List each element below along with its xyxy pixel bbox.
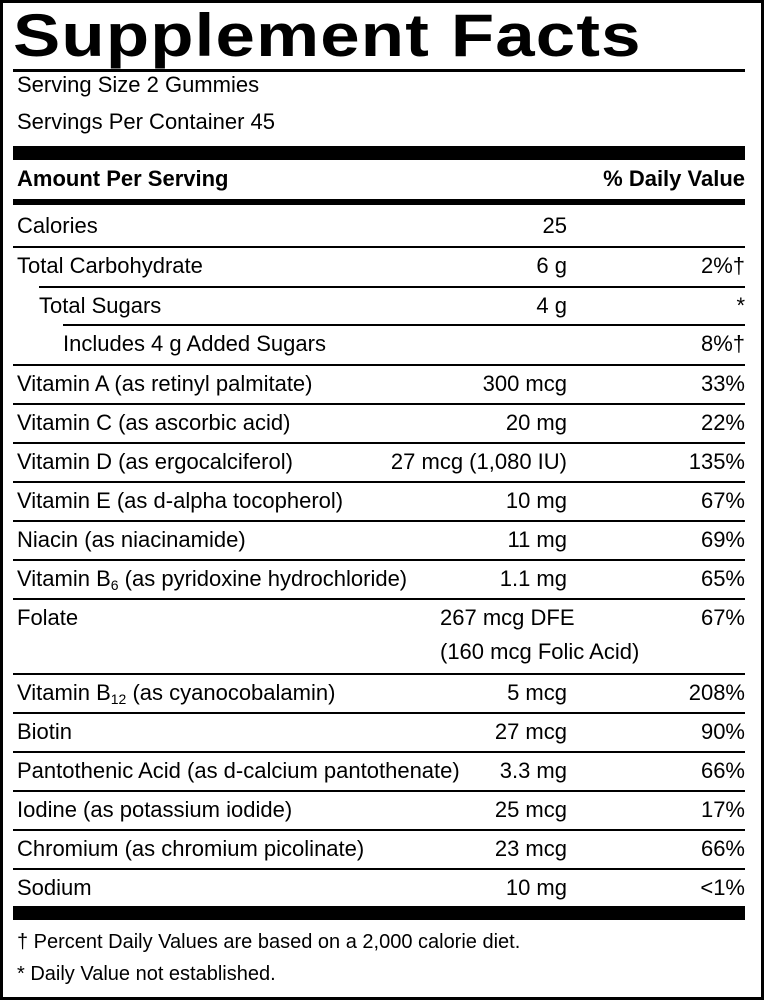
nutrient-daily-value: 208%	[688, 680, 745, 705]
nutrient-name-part: Vitamin B	[17, 680, 111, 705]
nutrient-name: Vitamin D (as ergocalciferol)	[17, 449, 293, 474]
nutrient-name: Includes 4 g Added Sugars	[63, 331, 326, 356]
nutrient-name-part: (as cyanocobalamin)	[126, 680, 336, 705]
nutrient-daily-value: 69%	[700, 527, 745, 552]
nutrient-amount: 6 g	[536, 253, 567, 278]
table-row	[3, 675, 761, 714]
table-row	[3, 326, 761, 366]
nutrient-amount: 20 mg	[505, 410, 567, 435]
nutrient-amount: 27 mcg	[494, 719, 567, 744]
table-row	[3, 483, 761, 522]
nutrient-daily-value: <1%	[700, 875, 745, 900]
nutrient-name: Total Carbohydrate	[17, 253, 203, 278]
nutrient-amount: 11 mg	[507, 527, 567, 552]
table-row	[3, 600, 761, 675]
nutrient-daily-value: 67%	[700, 605, 745, 630]
nutrient-name-part: (as pyridoxine hydrochloride)	[118, 566, 408, 591]
table-row	[3, 753, 761, 792]
nutrient-name: Folate	[17, 605, 79, 630]
nutrient-daily-value: 8%†	[700, 331, 745, 356]
nutrient-name: Sodium	[17, 875, 92, 900]
table-row	[3, 522, 761, 561]
nutrient-daily-value: 65%	[700, 566, 745, 591]
footnote-asterisk: * Daily Value not established.	[17, 963, 276, 985]
nutrient-name: Pantothenic Acid (as d-calcium pantothenate)	[17, 758, 460, 783]
nutrient-amount-detail: (160 mcg Folic Acid)	[440, 639, 640, 664]
nutrient-amount: 10 mg	[505, 875, 567, 900]
table-row	[3, 208, 761, 248]
nutrient-amount: 267 mcg DFE	[440, 605, 575, 630]
table-row	[3, 444, 761, 483]
table-row	[3, 792, 761, 831]
nutrient-daily-value: 22%	[700, 410, 745, 435]
label-title: Supplement Facts	[13, 2, 642, 69]
nutrient-name-part: Vitamin B	[17, 566, 111, 591]
footer-thick-rule	[13, 906, 745, 920]
amount-per-serving-header: Amount Per Serving	[17, 166, 229, 191]
nutrient-amount: 4 g	[536, 293, 567, 318]
nutrient-daily-value: 67%	[700, 488, 745, 513]
nutrient-amount: 23 mcg	[494, 836, 567, 861]
nutrient-name: Calories	[17, 213, 98, 238]
nutrient-name	[17, 678, 335, 714]
nutrient-amount: 5 mcg	[507, 680, 567, 705]
nutrient-daily-value: 66%	[700, 758, 745, 783]
table-row	[3, 248, 761, 288]
nutrient-amount: 1.1 mg	[499, 566, 567, 591]
nutrient-name-subscript: 12	[110, 691, 127, 707]
nutrient-daily-value: 90%	[700, 719, 745, 744]
header-bottom-rule	[13, 199, 745, 205]
table-row	[3, 561, 761, 600]
nutrient-daily-value: 135%	[688, 449, 745, 474]
nutrient-name: Niacin (as niacinamide)	[17, 527, 246, 552]
footnote-dagger: † Percent Daily Values are based on a 2,000 calorie diet.	[17, 931, 521, 953]
table-row	[3, 288, 761, 326]
table-row	[3, 405, 761, 444]
nutrient-name: Iodine (as potassium iodide)	[17, 797, 293, 822]
nutrient-amount: 300 mcg	[482, 371, 567, 396]
table-row	[3, 714, 761, 753]
table-row	[3, 831, 761, 870]
nutrient-amount: 25 mcg	[494, 797, 567, 822]
nutrient-name: Chromium (as chromium picolinate)	[17, 836, 365, 861]
nutrient-amount: 27 mcg (1,080 IU)	[390, 449, 567, 474]
table-row	[3, 366, 761, 405]
nutrient-amount: 25	[542, 213, 567, 238]
serving-size: Serving Size 2 Gummies	[17, 72, 260, 97]
daily-value-header: % Daily Value	[603, 166, 745, 191]
nutrient-name	[17, 564, 407, 600]
nutrient-name: Vitamin A (as retinyl palmitate)	[17, 371, 313, 396]
nutrient-name: Vitamin C (as ascorbic acid)	[17, 410, 291, 435]
table-row	[3, 870, 761, 904]
nutrient-amount: 3.3 mg	[499, 758, 567, 783]
nutrient-daily-value: 66%	[700, 836, 745, 861]
nutrient-name: Biotin	[17, 719, 73, 744]
header-thick-rule	[13, 146, 745, 160]
nutrient-name-subscript: 6	[110, 577, 119, 593]
nutrient-name: Total Sugars	[39, 293, 162, 318]
nutrient-amount: 10 mg	[505, 488, 567, 513]
servings-per-container: Servings Per Container 45	[17, 109, 276, 134]
nutrient-daily-value: *	[736, 293, 745, 318]
nutrient-daily-value: 2%†	[700, 253, 745, 278]
nutrient-daily-value: 33%	[700, 371, 745, 396]
nutrient-name: Vitamin E (as d-alpha tocopherol)	[17, 488, 344, 513]
nutrient-daily-value: 17%	[700, 797, 745, 822]
